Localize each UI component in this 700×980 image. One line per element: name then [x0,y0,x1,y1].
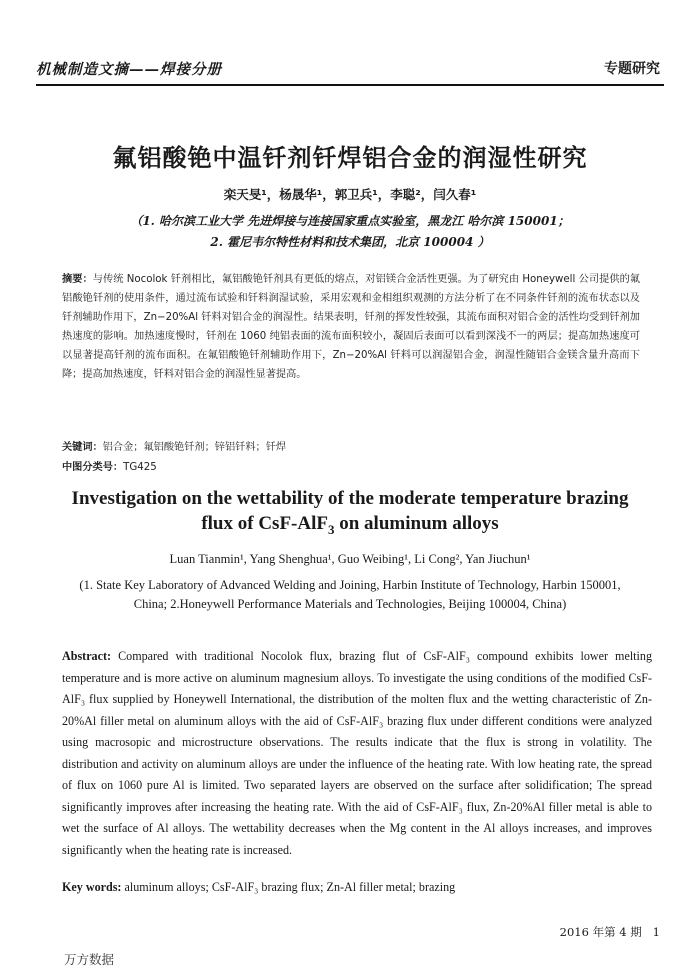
english-abstract [62,646,652,861]
page-number: 1 [652,925,660,939]
chinese-keywords [62,438,640,453]
english-abstract-text: Compared with traditional Nocolok flux, brazing flut of CsF-AlF₃ compound exhibits lower melting temperature and is more active on aluminum magnesium alloys. To investigate the using conditions of the modified CsF-AlF₃ flux supplied by Honeywell International, the distribution of the molten flux and the wetting characteristic of Zn-20%Al filler metal on aluminum alloys with the aid of CsF-AlF₃ brazing flux under different conditions were analyzed using macrosopic and microstructure observations. The results indicate that the flux is strong in volatility. The distribution and activity on aluminum alloys are under the influence of the heating rate. With low heating rate, the spread of flux on 1060 pure Al is limited. Two separated layers are observed on the surface after solidification; The spread significantly improves after increasing the heating rate. With the aid of CsF-AlF₃ flux, Zn-20%Al filler metal is able to wet the surface of Al alloys. The wettability decreases when the Mg content in the Al alloys increases, and improves significantly when the heating rate is increased. [62,649,652,857]
english-title-line-2-start: flux of CsF-AlF [201,513,328,534]
column-label: 专题研究 [604,61,660,77]
english-affiliation-line-1: (1. State Key Laboratory of Advanced Welding and Joining, Harbin Institute of Technology, Harbin 150001, [79,578,621,592]
source-watermark: 万方数据 [64,952,115,967]
english-abstract-label: Abstract: [62,649,112,663]
journal-name: 机械制造文摘——焊接分册 [36,61,222,78]
chinese-affiliation-2: 2. 霍尼韦尔特性材料和技术集团，北京 100004 ） [210,235,490,249]
running-header [36,58,660,80]
chinese-authors: 栾天旻¹，杨晟华¹，郭卫兵¹，李聪²，闫久春¹ [223,187,477,202]
classification-value: TG425 [123,462,157,473]
english-title-subscript: 3 [327,521,335,537]
page-footer [560,924,660,940]
chinese-abstract [62,270,640,384]
english-keywords-label: Key words: [62,880,122,894]
issue-label: 2016 年第 4 期 [559,925,642,939]
english-title-line-2 [0,511,700,542]
classification-number [62,458,640,473]
header-rule [36,84,664,86]
english-affiliation-line-2: China; 2.Honeywell Performance Materials and Technologies, Beijing 100004, China) [133,597,567,611]
chinese-keywords-label: 关键词： [62,442,103,453]
chinese-abstract-text: 与传统 Nocolok 钎剂相比，氟铝酸铯钎剂具有更低的熔点，对铝镁合金活性更强。为了研究由 Honeywell 公司提供的氟铝酸铯钎剂的使用条件，通过流布试验和钎料润湿试验，采用宏观和金相组织观测的方法分析了在不同条件钎剂的流布状态以及钎剂辅助作用下，Zn−20%Al 钎料对铝合金的润湿性。结果表明，钎剂的挥发性较强，其流布面积对铝合金的活性均受到钎剂加热速度的影响。加热速度慢时，钎剂在 1060 纯铝表面的流布面积较小，凝固后表面可以看到深浅不一的两层；提高加热速度可以显著提高钎剂的流布面积。在氟铝酸铯钎剂辅助作用下，Zn−20%Al 钎料可以润湿铝合金，润湿性随铝合金镁含量升高而下降；提高加热速度，钎料对铝合金的润湿性显著提高。 [62,274,641,380]
chinese-abstract-label: 摘要： [62,274,93,285]
english-title [0,486,700,542]
classification-label: 中图分类号： [62,462,124,473]
english-title-line-2-end: on aluminum alloys [334,513,499,534]
english-title-line-1: Investigation on the wettability of the moderate temperature brazing [71,488,629,509]
chinese-title: 氟铝酸铯中温钎剂钎焊铝合金的润湿性研究 [112,144,588,172]
english-affiliations [50,576,650,614]
english-authors: Luan Tianmin¹, Yang Shenghua¹, Guo Weibing¹, Li Cong², Yan Jiuchun¹ [169,552,531,566]
english-keywords-text: aluminum alloys; CsF-AlF₃ brazing flux; Zn-Al filler metal; brazing [124,880,456,894]
chinese-affiliation-1: （1. 哈尔滨工业大学 先进焊接与连接国家重点实验室，黑龙江 哈尔滨 150001； [130,214,570,228]
chinese-keywords-text: 铝合金；氟铝酸铯钎剂；锌铝钎料；钎焊 [102,442,287,453]
english-keywords [62,880,652,895]
